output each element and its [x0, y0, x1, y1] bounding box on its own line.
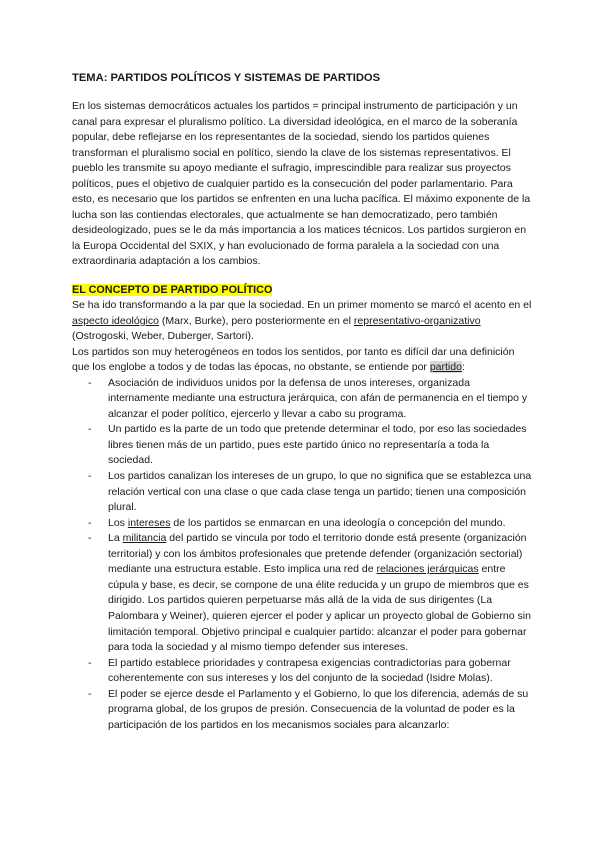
underlined-term: militancia — [122, 532, 167, 545]
bullet-dash: - — [88, 516, 92, 529]
bullet-dash: - — [88, 532, 92, 545]
underlined-term: aspecto ideológico — [72, 314, 159, 327]
definition-list — [72, 376, 532, 734]
list-item-text: Un partido es la parte de un todo que pretende determinar el todo, por eso las sociedades libres tienen más de un partido, pues este partido único no representaría a toda la sociedad. — [108, 423, 527, 467]
text-run: (Ostrogoski, Weber, Duberger, Sartori). — [72, 330, 254, 343]
bullet-dash: - — [88, 376, 92, 389]
list-item — [72, 422, 532, 469]
list-item — [72, 531, 532, 655]
text-run: : — [461, 361, 465, 374]
list-item-text: El poder se ejerce desde el Parlamento y el Gobierno, lo que los diferencia, además de su programa global, de los grupos de presión. Consecuencia de la voluntad de poder es la participación de los partidos en los mecanismos sociales para alcanzarlo: — [108, 687, 529, 731]
document-title: TEMA: PARTIDOS POLÍTICOS Y SISTEMAS DE PARTIDOS — [72, 72, 381, 84]
underlined-term: representativo-organizativo — [353, 314, 481, 327]
list-item — [72, 376, 532, 423]
text-run: de los partidos se enmarcan en una ideología o concepción del mundo. — [170, 516, 506, 529]
list-item — [72, 516, 532, 532]
intro-paragraph: En los sistemas democráticos actuales los partidos = principal instrumento de participación y un canal para expresar el pluralismo político. La diversidad ideológica, en el marco de la soberanía popular, debe reflejarse en los representantes de la sociedad, siendo los partidos quienes transforman el pluralismo social en político, siendo la clave de los sistemas representativos. El pueblo les transmite su apoyo mediante el sufragio, imprescindible para realizar sus proyectos políticos, pues el objetivo de cualquier partido es la consecución del poder parlamentario. Para esto, es necesario que los partidos se enfrenten en una lucha pacífica. El máximo exponente de la lucha son las contiendas electorales, que actualmente se han democratizado, pero también desideologizado, pues se le da más importancia a los matices técnicos. Los partidos surgieron en la Europa Occidental del SXIX, y han evolucionado de forma paralela a la sociedad con una extraordinaria adaptación a los cambios. — [72, 100, 531, 268]
document-page — [72, 71, 532, 733]
list-item-text: Asociación de individuos unidos por la defensa de unos intereses, organizada internamente mediante una estructura jerárquica, con afán de permanencia en el tiempo y alcanzar el poder político, ejercerlo y llevar a cabo su programa. — [108, 376, 528, 420]
list-item-text: Los partidos canalizan los intereses de un grupo, lo que no significa que se establezca una relación vertical con una clase o que cada clase tenga un partido; tienen una composición plural. — [108, 470, 532, 514]
section-heading-text: EL CONCEPTO DE PARTIDO POLÍTICO — [72, 284, 273, 297]
list-item-text: El partido establece prioridades y contrapesa exigencias contradictorias para gobernar coherentemente con sus intereses y los del conjunto de la sociedad (Isidre Molas). — [108, 656, 511, 685]
text-run: (Marx, Burke), pero posteriormente en el — [158, 314, 354, 327]
bullet-dash: - — [88, 656, 92, 669]
section-heading — [72, 283, 532, 298]
bullet-dash: - — [88, 470, 92, 483]
underlined-term: relaciones jerárquicas — [376, 563, 479, 576]
text-run: del partido se vincula por todo el territorio donde está presente (organización territorial) y con los ámbitos profesionales que pretende defender (organización sectorial) mediante una estructura estable. Esto implica una red de — [108, 532, 527, 576]
concept-paragraph-1 — [72, 298, 532, 345]
list-item — [72, 687, 532, 734]
highlighted-term: partido — [429, 361, 462, 374]
bullet-dash: - — [88, 687, 92, 700]
underlined-term: intereses — [127, 516, 171, 529]
bullet-dash: - — [88, 423, 92, 436]
text-run: Los — [108, 516, 128, 529]
list-item — [72, 469, 532, 516]
text-run: Se ha ido transformando a la par que la sociedad. En un primer momento se marcó el acento en el — [72, 299, 532, 312]
concept-paragraph-2 — [72, 345, 532, 376]
list-item — [72, 656, 532, 687]
text-run: La — [108, 532, 123, 545]
text-run: Los partidos son muy heterogéneos en todos los sentidos, por tanto es difícil dar una definición que los englobe a todos y de todas las épocas, no obstante, se entiende por — [72, 345, 515, 374]
text-run: entre cúpula y base, es decir, se compone de una élite reducida y un grupo de miembros que es dirigido. Los partidos quieren perpetuarse más allá de la vida de sus dirigentes (La Palombara y Weiner), quieren ejercer el poder y aplicar un proyecto global de Gobierno sin limitación temporal. Objetivo principal e cualquier partido: alcanzar el poder para gobernar para toda la sociedad y al mismo tiempo defender sus intereses. — [108, 563, 531, 654]
